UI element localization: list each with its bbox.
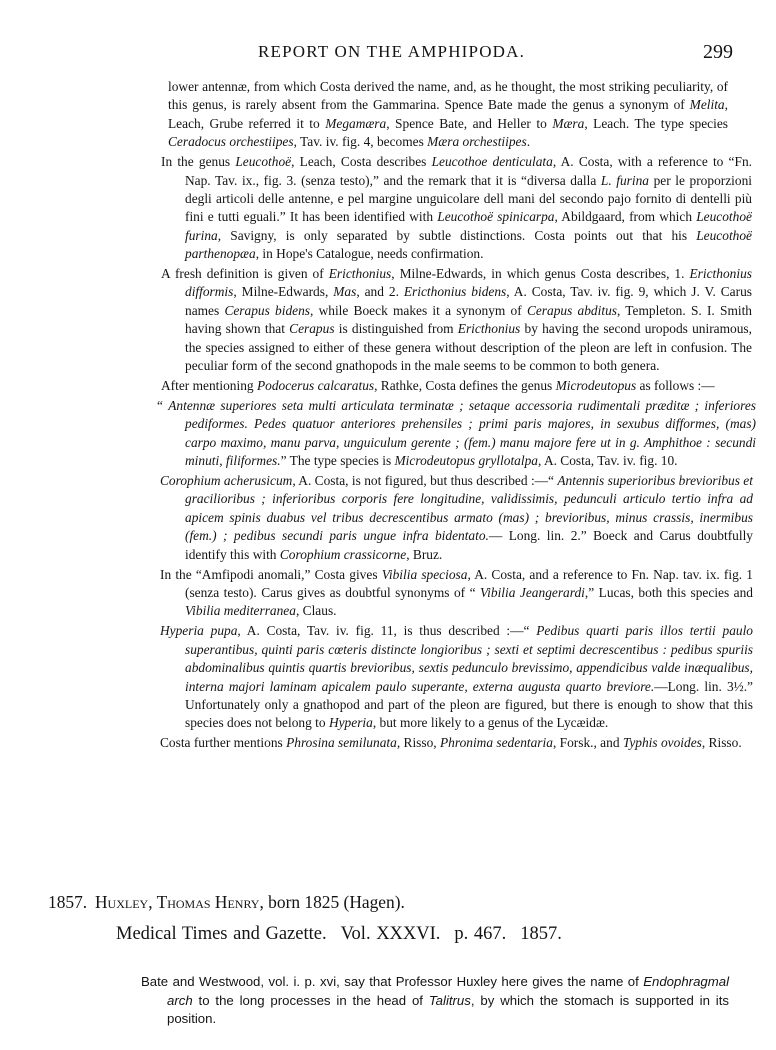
italic-run: Microdeutopus: [555, 378, 637, 393]
text-run: After mentioning: [161, 378, 257, 393]
italic-run: Mas: [333, 284, 357, 300]
italic-run: Corophium acherusicum: [160, 473, 293, 489]
entry-pub-year: 1857.: [520, 924, 562, 944]
running-header: [0, 42, 776, 66]
italic-run: Ericthonius: [328, 266, 392, 282]
entry-journal: Medical Times and Gazette.: [116, 924, 327, 944]
paragraph-corophium: [160, 472, 753, 564]
italic-run: Endophragmal arch: [167, 974, 729, 1008]
italic-run: Cerapus: [289, 321, 335, 337]
entry-year: 1857.: [48, 892, 88, 912]
text-run: , by which the stomach is supported in its position.: [167, 992, 729, 1027]
italic-run: Cerapus abditus: [526, 302, 617, 318]
text-run: , in Hope's Catalogue, needs confirmation.: [255, 246, 484, 262]
italic-run: Phrosina semilunata: [286, 735, 397, 751]
text-run: Bate and Westwood, vol. i. p. xvi, say that Professor Huxley here gives the name of: [141, 974, 644, 990]
text-run: , Milne-Edwards, in which genus Costa describes, 1.: [391, 266, 690, 282]
text-run: , Leach, Grube referred it to: [168, 97, 728, 131]
text-run: , Rathke, Costa defines the genus: [374, 378, 556, 393]
text-run: , Bruz.: [406, 546, 443, 562]
text-run: , A. Costa, Tav. iv. fig. 9, which J. V. Carus names: [185, 284, 752, 318]
paragraph-hyperia: [160, 622, 753, 732]
text-run: is distinguished from: [334, 321, 458, 337]
text-run: , Risso.: [701, 735, 742, 751]
paragraph-further-mentions: [160, 734, 753, 752]
text-run: , Spence Bate, and Heller to: [386, 115, 553, 131]
text-run: ” The type species is: [280, 453, 395, 469]
text-run: A fresh definition is given of: [161, 266, 329, 282]
italic-run: L. furina: [600, 172, 649, 188]
text-run: — Long. lin. 2.” Boeck and Carus doubtfully identify this with: [185, 528, 753, 562]
text-run: , Leach, Costa describes: [291, 154, 432, 170]
italic-run: Microdeutopus gryllotalpa: [394, 453, 538, 469]
paragraph-microdeutopus-definition: [157, 397, 756, 471]
text-run: per le proporzioni degli articoli delle antenne, e pel margine unguicolare dell mani del secondo pajo fornito di dentelli più fini e tutti eguali.” It has been identified with: [185, 172, 752, 225]
italic-run: Ceradocus orchestiipes: [168, 134, 294, 150]
body-text: [0, 78, 776, 754]
text-run: , A. Costa, and a reference to Fn. Nap. tav. ix. fig. 1 (senza testo). Carus gives as doubtful synonyms of “: [185, 566, 754, 600]
entry-born: , born 1825 (Hagen).: [259, 892, 405, 912]
italic-run: Leucothoë: [235, 154, 292, 170]
entry-author: Huxley, Thomas Henry: [95, 892, 260, 912]
italic-run: Mæra orchestiipes: [427, 134, 527, 150]
italic-run: Podocerus calcaratus: [256, 378, 375, 393]
text-run: to the long processes in the head of: [192, 992, 429, 1008]
italic-run: Ericthonius bidens: [403, 284, 507, 300]
text-run: , A. Costa, with a reference to “Fn. Nap. Tav. ix., fig. 3. (senza testo),” and the remark that it is “diversa dalla: [185, 154, 752, 188]
paragraph-vibilia: [160, 566, 753, 621]
italic-run: Vibilia mediterranea: [185, 603, 296, 619]
page-number: 299: [703, 41, 733, 63]
italic-run: Hyperia: [328, 715, 373, 731]
text-run: , Savigny, is only separated by subtle distinctions. Costa points out that his: [217, 227, 697, 243]
italic-run: Talitrus: [428, 992, 471, 1008]
entry-citation: [116, 922, 562, 946]
text-run: “: [157, 397, 169, 413]
text-run: ,” Lucas, both this species and: [584, 584, 753, 600]
italic-run: Leucothoë spinicarpa: [437, 209, 555, 225]
italic-run: Pedibus quarti paris illos tertii paulo superantibus, quinti paris cœteris distincte longioribus ; sexti et septimi decrescentibus : pedibus spuriis abdominalibus quintis quartis brevioribus, sextis pedunculo brevissimo, appendicibus valde inæqualibus, interna majori laminam apicalem paulo superante, externa augusta quarto breviore.: [185, 623, 753, 694]
italic-run: Leucothoe denticulata: [431, 154, 553, 170]
text-run: , but more likely to a genus of the Lycæidæ.: [372, 715, 609, 731]
entry-author-line: [95, 890, 405, 914]
text-run: , Forsk., and: [552, 735, 623, 751]
text-run: , Claus.: [295, 603, 337, 619]
paragraph-leucothoe: [161, 153, 752, 263]
text-run: , Tav. iv. fig. 4, becomes: [293, 134, 428, 150]
italic-run: Cerapus bidens: [224, 302, 311, 318]
text-run: , Abildgaard, from which: [554, 209, 697, 225]
text-run: , and 2.: [356, 284, 404, 300]
text-run: as follows :—: [636, 378, 715, 393]
italic-run: Megamæra: [325, 115, 387, 131]
text-run: .: [526, 134, 531, 150]
italic-run: Leucothoë parthenopæa: [185, 227, 752, 262]
text-run: —Long. lin. 3½.” Unfortunately only a gnathopod and part of the pleon are figured, but there is enough to show that this species does not belong to: [185, 678, 754, 731]
entry-volume: Vol. XXXVI.: [340, 924, 441, 944]
italic-run: Melita: [689, 97, 725, 113]
italic-run: Antennis superioribus brevioribus et gracilioribus ; inferioribus corporis fere longitudine, validissimis, pedunculi articulo tertio infra ad apicem spinis duabus vel tribus decrescentibus armato (mas) ; brevioribus, minus crassis, inermibus (fem.) ; pedibus secundi paris ungue infra bidentato.: [185, 473, 753, 544]
paragraph-mera-continuation: [168, 78, 728, 152]
text-run: , Templeton. S. I. Smith having shown that: [185, 302, 752, 337]
italic-run: Ericthonius difformis: [185, 266, 752, 300]
italic-run: Corophium crassicorne: [279, 546, 407, 562]
text-run: , A. Costa, Tav. iv. fig. 10.: [537, 453, 678, 469]
italic-run: Vibilia Jeangerardi: [479, 584, 585, 600]
text-run: , A. Costa, Tav. iv. fig. 11, is thus described :—“: [237, 623, 537, 639]
italic-run: Mæra: [552, 115, 585, 131]
italic-run: Vibilia speciosa: [381, 566, 468, 582]
text-run: In the genus: [161, 154, 236, 170]
italic-run: Typhis ovoides: [622, 735, 702, 751]
italic-run: Antennæ superiores seta multi articulata terminatæ ; setaque accessoria rudimentali præditæ ; inferiores pediformes. Pedes quatuor anteriores prehensiles ; primi paris majores, in sexubus difformes, (mas) carpo maximo, manu parva, unguiculum gerente ; (fem.) manu majore fere ut in g. Amphithoe : secundi minuti, filiformes.: [168, 397, 756, 469]
text-run: lower antennæ, from which Costa derived the name, and, as he thought, the most striking peculiarity, of this genus, is rarely absent from the Gammarina. Spence Bate made the genus a synonym of: [168, 79, 728, 113]
text-run: , Risso,: [396, 735, 440, 751]
text-run: , while Boeck makes it a synonym of: [310, 302, 527, 318]
italic-run: Hyperia pupa: [160, 623, 238, 639]
text-run: In the “Amfipodi anomali,” Costa gives: [160, 566, 382, 582]
paragraph-microdeutopus-intro: [161, 377, 752, 395]
entry-note: [141, 973, 729, 1029]
text-run: Costa further mentions: [160, 735, 287, 751]
text-run: by having the second uropods uniramous, the species assigned to either of these genera without description of the pleon are left in confusion. The peculiar form of the second gnathopods in the male seems to be common to both genera.: [185, 321, 752, 374]
italic-run: Ericthonius: [457, 321, 521, 337]
text-run: , A. Costa, is not figured, but thus described :—“: [292, 473, 558, 489]
running-title: REPORT ON THE AMPHIPODA.: [258, 42, 526, 61]
entry-page: p. 467.: [454, 924, 507, 944]
italic-run: Phronima sedentaria: [439, 735, 553, 751]
paragraph-ericthonius: [161, 265, 752, 375]
text-run: , Milne-Edwards,: [233, 284, 334, 300]
italic-run: Leucothoë furina: [185, 209, 752, 243]
text-run: , Leach. The type species: [584, 115, 728, 131]
